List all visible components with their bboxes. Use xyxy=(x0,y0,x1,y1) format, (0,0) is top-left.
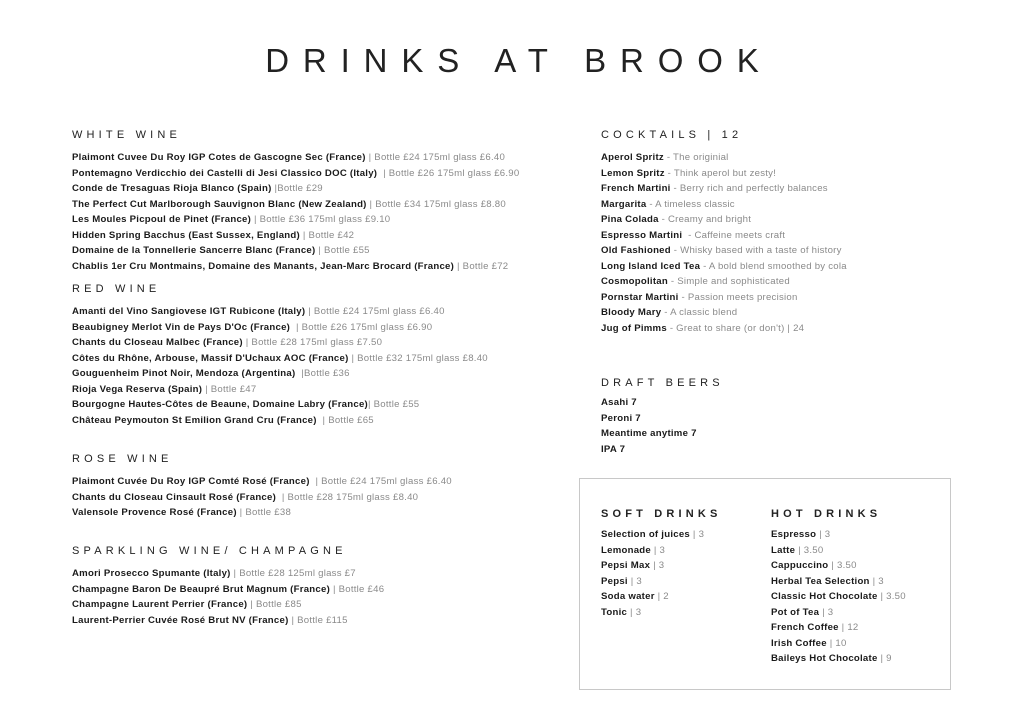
menu-item-price: | Bottle £65 xyxy=(316,414,374,426)
menu-item-name: Peroni 7 xyxy=(601,412,641,424)
menu-item-name: Baileys Hot Chocolate xyxy=(771,653,878,664)
menu-item-price: - Think aperol but zesty! xyxy=(664,167,777,179)
menu-item xyxy=(72,150,519,166)
menu-item xyxy=(601,212,847,228)
menu-item-price: - Creamy and bright xyxy=(658,214,752,225)
menu-item xyxy=(601,228,847,244)
menu-item-name: Chants du Closeau Malbec (France) xyxy=(72,337,243,348)
menu-item-name: Bloody Mary xyxy=(601,307,662,318)
menu-item-name: Bourgogne Hautes-Côtes de Beaune, Domaine Labry (France) xyxy=(72,399,368,410)
menu-item-name: Beaubigney Merlot Vin de Pays D'Oc (France) xyxy=(72,321,291,333)
menu-item xyxy=(72,335,488,351)
menu-item-price: | Bottle £28 175ml glass £7.50 xyxy=(242,337,383,348)
menu-item xyxy=(601,290,847,306)
menu-item-price: | 3.50 xyxy=(795,544,824,556)
menu-item-name: Soda water xyxy=(601,591,655,602)
menu-item-price: | Bottle £24 175ml glass £6.40 xyxy=(309,476,452,487)
menu-item-price: | Bottle £42 xyxy=(299,229,355,241)
menu-item xyxy=(72,474,452,490)
menu-item-price: - Great to share (or don't) | 24 xyxy=(666,322,805,334)
menu-item xyxy=(72,490,452,506)
menu-item-price: | Bottle £28 125ml glass £7 xyxy=(230,568,356,579)
menu-item-name: Selection of juices xyxy=(601,529,690,540)
menu-item-name: Plaimont Cuvée Du Roy IGP Comté Rosé (France) xyxy=(72,476,310,487)
section-heading: COCKTAILS | 12 xyxy=(601,129,743,141)
menu-item-name: Pepsi xyxy=(601,575,628,587)
menu-item-price: | Bottle £46 xyxy=(330,583,385,595)
menu-item-price: - Berry rich and perfectly balances xyxy=(670,183,828,194)
section-heading: WHITE WINE xyxy=(72,129,182,141)
menu-item xyxy=(771,574,906,590)
section-hot-drinks xyxy=(771,507,906,667)
menu-item-price: - Caffeine meets craft xyxy=(682,229,786,241)
menu-item xyxy=(771,589,906,605)
menu-item xyxy=(601,243,847,259)
menu-item xyxy=(601,605,722,621)
menu-item-price: | Bottle £115 xyxy=(288,614,348,626)
menu-item xyxy=(601,527,722,543)
menu-item xyxy=(601,574,722,590)
section-draft-beers xyxy=(601,376,724,457)
menu-item xyxy=(72,243,519,259)
menu-item-name: Espresso Martini xyxy=(601,229,683,241)
section-sparkling xyxy=(72,544,384,628)
menu-item-name: Pina Colada xyxy=(601,214,659,225)
menu-item xyxy=(72,366,488,382)
menu-item-price: | Bottle £36 175ml glass £9.10 xyxy=(251,214,391,225)
menu-item-name: French Martini xyxy=(601,183,671,194)
menu-item-name: Tonic xyxy=(601,606,628,618)
menu-item-price: | 9 xyxy=(877,653,892,664)
menu-item xyxy=(601,589,722,605)
menu-item-price: | 3 xyxy=(690,529,705,540)
menu-item xyxy=(601,259,847,275)
menu-item-name: Pepsi Max xyxy=(601,560,651,571)
menu-item xyxy=(601,426,724,442)
menu-item xyxy=(601,558,722,574)
menu-item xyxy=(601,395,724,411)
section-heading: HOT DRINKS xyxy=(771,508,882,520)
menu-item-name: IPA 7 xyxy=(601,443,626,455)
menu-item-price: | Bottle £34 175ml glass £8.80 xyxy=(366,198,506,210)
menu-item xyxy=(601,150,847,166)
menu-item-name: Côtes du Rhône, Arbouse, Massif D'Uchaux AOC (France) xyxy=(72,352,349,364)
menu-item-price: - Whisky based with a taste of history xyxy=(670,245,842,256)
menu-item-price: |Bottle £36 xyxy=(295,368,350,379)
section-heading: SPARKLING WINE/ CHAMPAGNE xyxy=(72,545,347,557)
menu-item xyxy=(771,558,906,574)
menu-item-price: | Bottle £26 175ml glass £6.90 xyxy=(377,167,520,179)
menu-item-price: - A classic blend xyxy=(661,307,738,318)
menu-item-price: | 3 xyxy=(816,529,831,540)
section-heading: DRAFT BEERS xyxy=(601,377,724,389)
menu-item-name: Long Island Iced Tea xyxy=(601,260,701,272)
menu-item-price: | Bottle £55 xyxy=(368,399,420,410)
section-heading: RED WINE xyxy=(72,283,161,295)
menu-item-name: Château Peymouton St Emilion Grand Cru (France) xyxy=(72,414,317,426)
menu-item-price: | Bottle £32 175ml glass £8.40 xyxy=(348,352,488,364)
section-rose-wine xyxy=(72,452,452,521)
section-cocktails xyxy=(601,128,847,336)
menu-item-name: Les Moules Picpoul de Pinet (France) xyxy=(72,214,252,225)
section-heading: ROSE WINE xyxy=(72,453,173,465)
menu-item xyxy=(72,597,384,613)
menu-item-name: Irish Coffee xyxy=(771,637,827,649)
menu-item xyxy=(72,181,519,197)
menu-item-price: - Simple and sophisticated xyxy=(667,276,790,287)
menu-item-price: | Bottle £24 175ml glass £6.40 xyxy=(305,306,445,317)
menu-item xyxy=(601,274,847,290)
menu-item-name: Lemon Spritz xyxy=(601,167,665,179)
menu-item-name: Domaine de la Tonnellerie Sancerre Blanc (France) xyxy=(72,245,316,256)
menu-item-name: Lemonade xyxy=(601,544,651,556)
menu-item-name: French Coffee xyxy=(771,622,839,633)
section-heading: SOFT DRINKS xyxy=(601,508,722,520)
menu-item xyxy=(601,321,847,337)
menu-item-name: Latte xyxy=(771,544,796,556)
section-white-wine xyxy=(72,128,519,274)
menu-item xyxy=(72,613,384,629)
menu-item-name: Herbal Tea Selection xyxy=(771,575,870,587)
menu-item-name: Old Fashioned xyxy=(601,245,671,256)
menu-item-name: Espresso xyxy=(771,529,817,540)
menu-item-price: | Bottle £38 xyxy=(236,507,292,518)
menu-item xyxy=(601,181,847,197)
menu-item xyxy=(72,382,488,398)
menu-item xyxy=(601,442,724,458)
menu-item xyxy=(771,605,906,621)
menu-item-price: | Bottle £24 175ml glass £6.40 xyxy=(365,152,506,163)
menu-item-price: | Bottle £47 xyxy=(202,383,257,395)
menu-item xyxy=(771,651,906,667)
menu-item-name: Jug of Pimms xyxy=(601,322,667,334)
menu-item-name: Pornstar Martini xyxy=(601,291,679,303)
menu-item-name: Plaimont Cuvee Du Roy IGP Cotes de Gascogne Sec (France) xyxy=(72,152,366,163)
menu-item-name: Valensole Provence Rosé (France) xyxy=(72,507,237,518)
menu-item-name: Chants du Closeau Cinsault Rosé (France) xyxy=(72,491,277,503)
menu-item-name: Gouguenheim Pinot Noir, Mendoza (Argentina) xyxy=(72,368,296,379)
menu-item-name: Classic Hot Chocolate xyxy=(771,591,878,602)
menu-item-price: | 3 xyxy=(869,575,884,587)
menu-item-name: Asahi 7 xyxy=(601,397,637,408)
menu-item-name: Hidden Spring Bacchus (East Sussex, England) xyxy=(72,229,300,241)
menu-item-name: Cappuccino xyxy=(771,560,829,571)
menu-item-price: | Bottle £55 xyxy=(315,245,370,256)
menu-item xyxy=(72,582,384,598)
menu-item xyxy=(771,543,906,559)
menu-item-price: | 3.50 xyxy=(828,560,857,571)
menu-item-name: Pot of Tea xyxy=(771,606,820,618)
menu-item xyxy=(72,304,488,320)
menu-item xyxy=(72,197,519,213)
menu-item-price: | 3 xyxy=(627,575,643,587)
menu-item-name: Meantime anytime 7 xyxy=(601,428,697,439)
menu-item xyxy=(601,543,722,559)
menu-item xyxy=(72,413,488,429)
menu-item xyxy=(771,620,906,636)
menu-item xyxy=(601,197,847,213)
menu-item xyxy=(72,228,519,244)
menu-item-name: Chablis 1er Cru Montmains, Domaine des Manants, Jean-Marc Brocard (France) xyxy=(72,260,455,272)
page-title: DRINKS AT BROOK xyxy=(265,42,773,79)
menu-item-price: | Bottle £26 175ml glass £6.90 xyxy=(290,321,433,333)
menu-item-name: Rioja Vega Reserva (Spain) xyxy=(72,383,203,395)
menu-item-name: The Perfect Cut Marlborough Sauvignon Blanc (New Zealand) xyxy=(72,198,367,210)
menu-item-price: - The originial xyxy=(663,152,729,163)
menu-item-name: Champagne Baron De Beaupré Brut Magnum (France) xyxy=(72,583,331,595)
menu-item-name: Cosmopolitan xyxy=(601,276,668,287)
menu-item-name: Amori Prosecco Spumante (Italy) xyxy=(72,568,231,579)
menu-item-price: | 3 xyxy=(627,606,642,618)
menu-item-name: Margarita xyxy=(601,198,647,210)
menu-item xyxy=(771,527,906,543)
menu-item-price: |Bottle £29 xyxy=(271,183,323,194)
menu-item-price: | 3 xyxy=(650,560,665,571)
menu-item-price: - Passion meets precision xyxy=(678,291,798,303)
menu-item xyxy=(601,305,847,321)
menu-item-price: | Bottle £28 175ml glass £8.40 xyxy=(276,491,419,503)
menu-item xyxy=(72,351,488,367)
menu-item-name: Laurent-Perrier Cuvée Rosé Brut NV (France) xyxy=(72,614,289,626)
menu-item-price: | 12 xyxy=(838,622,859,633)
menu-item-price: | Bottle £72 xyxy=(454,260,509,272)
menu-item-price: | 2 xyxy=(654,591,669,602)
menu-item xyxy=(72,212,519,228)
menu-item xyxy=(72,397,488,413)
menu-item-name: Conde de Tresaguas Rioja Blanco (Spain) xyxy=(72,183,272,194)
menu-item xyxy=(771,636,906,652)
menu-item xyxy=(72,259,519,275)
menu-item-price: | 10 xyxy=(826,637,847,649)
menu-item-price: - A bold blend smoothed by cola xyxy=(700,260,847,272)
menu-item xyxy=(72,566,384,582)
menu-item xyxy=(72,320,488,336)
menu-item-price: | 3 xyxy=(650,544,666,556)
menu-item-name: Champagne Laurent Perrier (France) xyxy=(72,599,248,610)
menu-item xyxy=(72,505,452,521)
menu-item-name: Aperol Spritz xyxy=(601,152,664,163)
menu-item xyxy=(72,166,519,182)
menu-item xyxy=(601,166,847,182)
menu-item-price: | 3 xyxy=(819,606,834,618)
menu-item-name: Pontemagno Verdicchio dei Castelli di Jesi Classico DOC (Italy) xyxy=(72,167,378,179)
menu-item-price: | 3.50 xyxy=(877,591,906,602)
menu-item-price: - A timeless classic xyxy=(646,198,735,210)
menu-item-name: Amanti del Vino Sangiovese IGT Rubicone (Italy) xyxy=(72,306,306,317)
section-soft-drinks xyxy=(601,507,722,620)
menu-item-price: | Bottle £85 xyxy=(247,599,302,610)
section-red-wine xyxy=(72,282,488,428)
menu-item xyxy=(601,411,724,427)
